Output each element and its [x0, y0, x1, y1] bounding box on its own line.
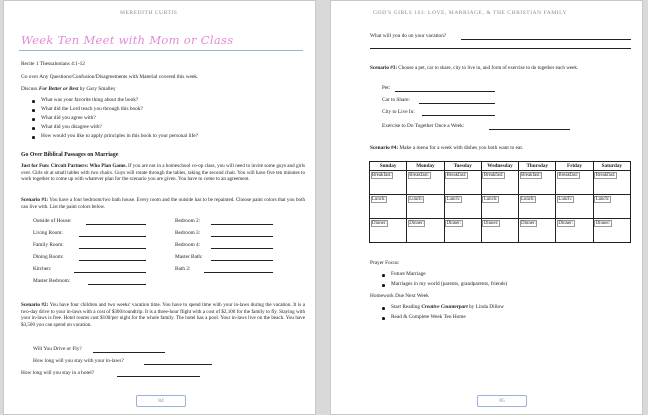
answer-line[interactable] [461, 39, 631, 40]
answer-line[interactable] [86, 224, 146, 225]
scenario-1-label: Scenario #1: [21, 197, 49, 203]
bullet-icon [32, 109, 35, 112]
scenario-3-text: Choose a pet, car to share, city to live in, and form of exercise to do together each week. [397, 65, 579, 71]
list-item: What was your favorite thing about the book? [41, 97, 139, 103]
page-title: Week Ten Meet with Mom or Class [21, 33, 234, 47]
discuss-line [21, 86, 116, 93]
meal-label: Lunch: [521, 197, 535, 202]
meal-label: Dinner: [595, 221, 611, 226]
answer-line[interactable] [395, 91, 495, 92]
meal-label: Lunch: [595, 197, 610, 202]
discuss-suffix: by Gary Smalley [78, 86, 116, 92]
answer-line[interactable] [79, 260, 146, 261]
menu-cell[interactable] [407, 171, 444, 195]
meal-label: Lunch: [409, 197, 423, 202]
right-page [330, 0, 643, 415]
left-page [3, 0, 316, 415]
menu-cell[interactable] [370, 195, 407, 219]
menu-cell[interactable] [407, 195, 444, 219]
homework-1-book: Creative Counterpart [421, 304, 468, 310]
answer-line[interactable] [422, 115, 495, 116]
scenario-4-line [370, 145, 523, 152]
scenario-2-paragraph [21, 302, 305, 328]
menu-cell[interactable] [444, 171, 481, 195]
meal-label: Dinner: [483, 221, 499, 226]
meal-label: Lunch: [558, 197, 572, 202]
answer-line[interactable] [489, 129, 570, 130]
homework-heading: Homework Due Next Week [370, 293, 429, 299]
meal-label: Breakfast: [521, 173, 541, 178]
room-label: Living Room: [33, 230, 63, 236]
scenario-2-label: Scenario #2: [21, 302, 49, 308]
meal-label: Dinner: [409, 221, 424, 226]
menu-cell[interactable] [519, 219, 556, 243]
scenario-4-text: Make a menu for a week with dishes you both want to eat. [398, 145, 524, 151]
running-header: GOD'S GIRLS 103: LOVE, MARRIAGE, & THE CHRISTIAN FAMILY [373, 10, 568, 16]
answer-line[interactable] [88, 284, 146, 285]
go-over-text: Go over Any Questions/Confusion/Disagreements with Material covered this week. [21, 74, 199, 80]
bullet-icon [32, 136, 35, 139]
answer-line[interactable] [79, 236, 146, 237]
answer-line[interactable] [74, 272, 146, 273]
meal-label: Lunch: [483, 197, 498, 202]
room-label: Bedroom 4: [175, 242, 201, 248]
menu-day-header: Sunday [370, 162, 407, 171]
menu-row-lunch [370, 195, 631, 219]
meal-label: Breakfast: [446, 173, 467, 178]
menu-cell[interactable] [556, 195, 593, 219]
scenario-4-label: Scenario #4: [370, 145, 399, 151]
bullet-icon [32, 118, 35, 121]
menu-day-header: Wednesday [481, 162, 518, 171]
list-item: How would you like to apply principles in this book to your personal life? [41, 133, 198, 139]
answer-line[interactable] [93, 352, 165, 353]
menu-cell[interactable] [593, 171, 630, 195]
meal-label: Dinner: [558, 221, 574, 226]
page-number: 84 [136, 395, 186, 407]
answer-line[interactable] [117, 376, 200, 377]
scenario-3-item: Exercise to Do Together Once a Week: [382, 123, 465, 129]
room-label: Bedroom 2: [175, 218, 201, 224]
title-divider [19, 50, 303, 51]
question-stay: How long will you stay with your in-laws? [33, 358, 124, 364]
meal-label: Dinner: [446, 221, 462, 226]
menu-cell[interactable] [444, 195, 481, 219]
room-label: Dining Room: [33, 254, 64, 260]
fun-label: Just for Fun: Circuit Partners: Who Plan Game. [21, 163, 127, 169]
discuss-prefix: Discuss [21, 86, 39, 92]
menu-cell[interactable] [556, 171, 593, 195]
menu-cell[interactable] [519, 171, 556, 195]
menu-day-header: Tuesday [444, 162, 481, 171]
meal-label: Dinner: [372, 221, 387, 226]
scenario-3-label: Scenario #3: [370, 65, 398, 71]
menu-day-header: Thursday [519, 162, 556, 171]
answer-line[interactable] [370, 48, 631, 49]
menu-cell[interactable] [519, 195, 556, 219]
meal-label: Lunch: [372, 197, 386, 202]
room-label: Kitchen: [33, 266, 52, 272]
meal-label: Dinner: [521, 221, 536, 226]
page-number: 85 [477, 395, 527, 407]
answer-line[interactable] [419, 103, 495, 104]
menu-row-dinner [370, 219, 631, 243]
meal-label: Lunch: [446, 197, 461, 202]
meal-label: Breakfast: [558, 173, 579, 178]
recite-text: Recite 1 Thessalonians 4:1-12 [21, 61, 85, 67]
room-label: Family Room: [33, 242, 64, 248]
menu-row-breakfast [370, 171, 631, 195]
answer-line[interactable] [211, 236, 273, 237]
menu-cell[interactable] [444, 219, 481, 243]
menu-day-header: Monday [407, 162, 444, 171]
answer-line[interactable] [79, 248, 146, 249]
menu-day-header: Saturday [593, 162, 630, 171]
room-label: Bath 2: [175, 266, 191, 272]
scenario-1-text: You have a four bedroom/two bath house. Every room and the outside has to be repainted. Choose paint colors that you both can live with. List the paint colors below. [21, 197, 305, 210]
meal-label: Breakfast: [595, 173, 616, 178]
menu-cell[interactable] [556, 219, 593, 243]
meal-label: Breakfast: [372, 173, 392, 178]
running-header: MEREDITH CURTIS [120, 10, 178, 16]
answer-line[interactable] [211, 260, 273, 261]
meal-label: Breakfast: [483, 173, 504, 178]
question-vacation: What will you do on your vacation? [370, 33, 447, 39]
homework-1-suffix: by Linda Dillow [467, 304, 505, 310]
menu-cell[interactable] [370, 171, 407, 195]
answer-line[interactable] [144, 364, 212, 365]
prayer-heading: Prayer Focus: [370, 260, 400, 266]
scenario-1-paragraph [21, 197, 305, 210]
scenario-3-item: Pet: [382, 85, 391, 91]
question-hotel: How long will you stay in a hotel? [21, 370, 95, 376]
menu-cell[interactable] [593, 219, 630, 243]
bullet-icon [382, 307, 385, 310]
discuss-book-title: For Better or Best [38, 86, 79, 92]
fun-text: If you are not in a homeschool co-op class, you will need to invite some guys and girls over. Girls sit at small tables with two chairs. Guys will rotate through the tables, taking the second chair. You will have five ten minutes to work together to come up with whatever plan for the scenario you are given. You have to come to an agreement. [21, 163, 305, 183]
bullet-icon [382, 274, 385, 277]
list-item: What did you disagree with? [41, 124, 102, 130]
room-label: Master Bedroom: [33, 278, 71, 284]
menu-cell[interactable] [407, 219, 444, 243]
list-item: What did you agree with? [41, 115, 96, 121]
homework-item: Read & Complete Week Ten Home [391, 314, 466, 320]
room-label: Outside of House: [33, 218, 72, 224]
fun-paragraph [21, 163, 305, 183]
question-drive: Will You Drive or Fly? [33, 346, 82, 352]
list-item: Marriages in my world (parents, grandparents, friends) [391, 281, 508, 287]
answer-line[interactable] [204, 272, 273, 273]
bullet-icon [32, 127, 35, 130]
bullet-icon [382, 284, 385, 287]
menu-day-header: Friday [556, 162, 593, 171]
room-label: Master Bath: [175, 254, 203, 260]
homework-1-prefix: Start Reading [391, 304, 422, 310]
section-heading: Go Over Biblical Passages on Marriage [21, 152, 119, 158]
menu-header-row [370, 162, 631, 171]
menu-cell[interactable] [593, 195, 630, 219]
list-item: What did the Lord teach you through this book? [41, 106, 143, 112]
answer-line[interactable] [211, 224, 273, 225]
scenario-3-item: Car to Share: [382, 97, 410, 103]
room-label: Bedroom 3: [175, 230, 201, 236]
answer-line[interactable] [211, 248, 273, 249]
list-item: Future Marriage [391, 271, 426, 277]
bullet-icon [32, 100, 35, 103]
scenario-2-text: You have four children and two weeks' vacation time. You have to spend time with your in-laws during the vacation. It is a two-day drive to your in-laws with a cost of $300/roundtrip. It is a three-hour flight with a cost of $2,100 for the family to fly. Staying with your in-laws is free. Hotel rooms cost $100/per night for the whole family. The hotel has a pool. Your in-laws live on the beach. You have $3,500 you can spend on vacation. [21, 302, 305, 328]
scenario-3-paragraph [370, 65, 632, 72]
menu-cell[interactable] [481, 219, 518, 243]
meal-label: Breakfast: [409, 173, 429, 178]
scenario-3-item: City to Live In: [382, 109, 415, 115]
menu-table [369, 161, 631, 243]
menu-cell[interactable] [481, 195, 518, 219]
menu-cell[interactable] [481, 171, 518, 195]
homework-item [391, 304, 504, 311]
bullet-icon [382, 317, 385, 320]
menu-cell[interactable] [370, 219, 407, 243]
